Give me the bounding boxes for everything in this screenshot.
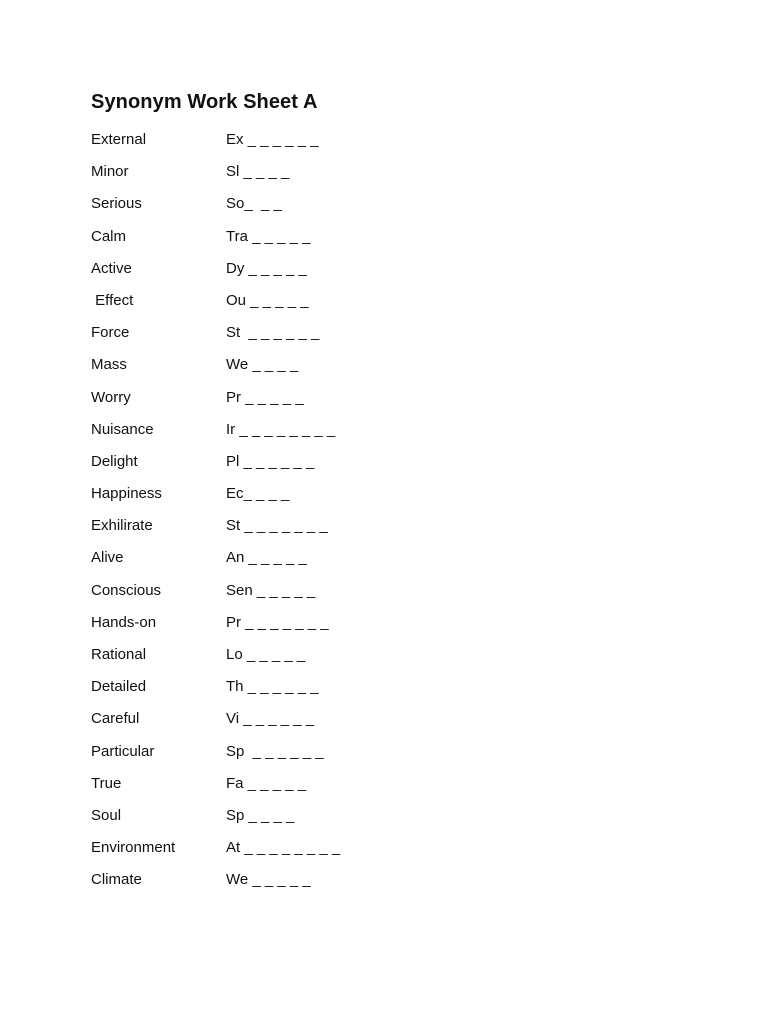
synonym-blank: Sen _ _ _ _ _: [226, 581, 316, 599]
list-item: [91, 160, 691, 192]
synonym-blank: So_ _ _: [226, 195, 282, 213]
synonym-blank: Dy _ _ _ _ _: [226, 259, 307, 277]
source-word: Exhilirate: [91, 517, 153, 535]
synonym-blank: Sp _ _ _ _: [226, 806, 295, 824]
synonym-blank: Ex _ _ _ _ _ _: [226, 131, 319, 148]
source-word: Conscious: [91, 581, 162, 599]
synonym-blank: Pl _ _ _ _ _ _: [226, 452, 315, 470]
synonym-blank: Fa _ _ _ _ _: [226, 774, 307, 792]
synonym-blank: We _ _ _ _ _: [226, 871, 311, 889]
synonym-blank: Ou _ _ _ _ _: [226, 291, 309, 309]
source-word: Happiness: [91, 485, 162, 503]
synonym-blank: Sp _ _ _ _ _ _: [226, 742, 324, 760]
synonym-blank: St _ _ _ _ _ _ _: [226, 517, 328, 535]
list-item: [91, 740, 691, 772]
source-word: Effect: [91, 291, 134, 309]
list-item: [91, 675, 691, 707]
synonym-blank: An _ _ _ _ _: [226, 549, 307, 567]
list-item: [91, 192, 691, 224]
source-word: Careful: [91, 710, 140, 728]
list-item: [91, 514, 691, 546]
list-item: [91, 707, 691, 739]
synonym-blank: Pr _ _ _ _ _ _ _: [226, 613, 329, 631]
source-word: Active: [91, 259, 132, 277]
source-word: Particular: [91, 742, 155, 760]
source-word: Hands-on: [91, 613, 157, 631]
synonym-blank: At _ _ _ _ _ _ _ _: [226, 839, 341, 857]
source-word: Rational: [91, 646, 147, 663]
source-word: Detailed: [91, 678, 147, 696]
source-word: Climate: [91, 871, 142, 889]
synonym-blank: Th _ _ _ _ _ _: [226, 678, 319, 696]
list-item: [91, 868, 691, 900]
synonym-blank: Sl _ _ _ _: [226, 163, 290, 181]
source-word: External: [91, 131, 147, 148]
source-word: Nuisance: [91, 420, 154, 438]
source-word: True: [91, 774, 122, 792]
list-item: [91, 643, 691, 675]
source-word: Serious: [91, 195, 142, 213]
source-word: Worry: [91, 388, 131, 406]
source-word: Delight: [91, 452, 138, 470]
page-title: Synonym Work Sheet A: [91, 91, 318, 113]
list-item: [91, 772, 691, 804]
list-item: [91, 611, 691, 643]
synonym-blank: We _ _ _ _: [226, 356, 299, 374]
synonym-blank: Pr _ _ _ _ _: [226, 388, 304, 406]
source-word: Force: [91, 324, 130, 342]
source-word: Environment: [91, 839, 176, 857]
list-item: [91, 836, 691, 868]
source-word: Soul: [91, 806, 122, 824]
synonym-blank: St _ _ _ _ _ _: [226, 324, 320, 342]
list-item: [91, 128, 691, 160]
synonym-blank: Vi _ _ _ _ _ _: [226, 710, 315, 728]
list-item: [91, 321, 691, 353]
source-word: Alive: [91, 549, 124, 567]
list-item: [91, 450, 691, 482]
list-item: [91, 225, 691, 257]
list-item: [91, 418, 691, 450]
list-item: [91, 353, 691, 385]
list-item: [91, 257, 691, 289]
list-item: [91, 289, 691, 321]
list-item: [91, 579, 691, 611]
synonym-list: [91, 128, 691, 901]
source-word: Mass: [91, 356, 127, 374]
synonym-blank: Ec_ _ _ _: [226, 485, 290, 503]
list-item: [91, 482, 691, 514]
list-item: [91, 546, 691, 578]
source-word: Calm: [91, 227, 127, 245]
list-item: [91, 386, 691, 418]
list-item: [91, 804, 691, 836]
synonym-blank: Ir _ _ _ _ _ _ _ _: [226, 420, 336, 438]
synonym-blank: Tra _ _ _ _ _: [226, 227, 311, 245]
source-word: Minor: [91, 163, 129, 181]
synonym-blank: Lo _ _ _ _ _: [226, 646, 306, 663]
